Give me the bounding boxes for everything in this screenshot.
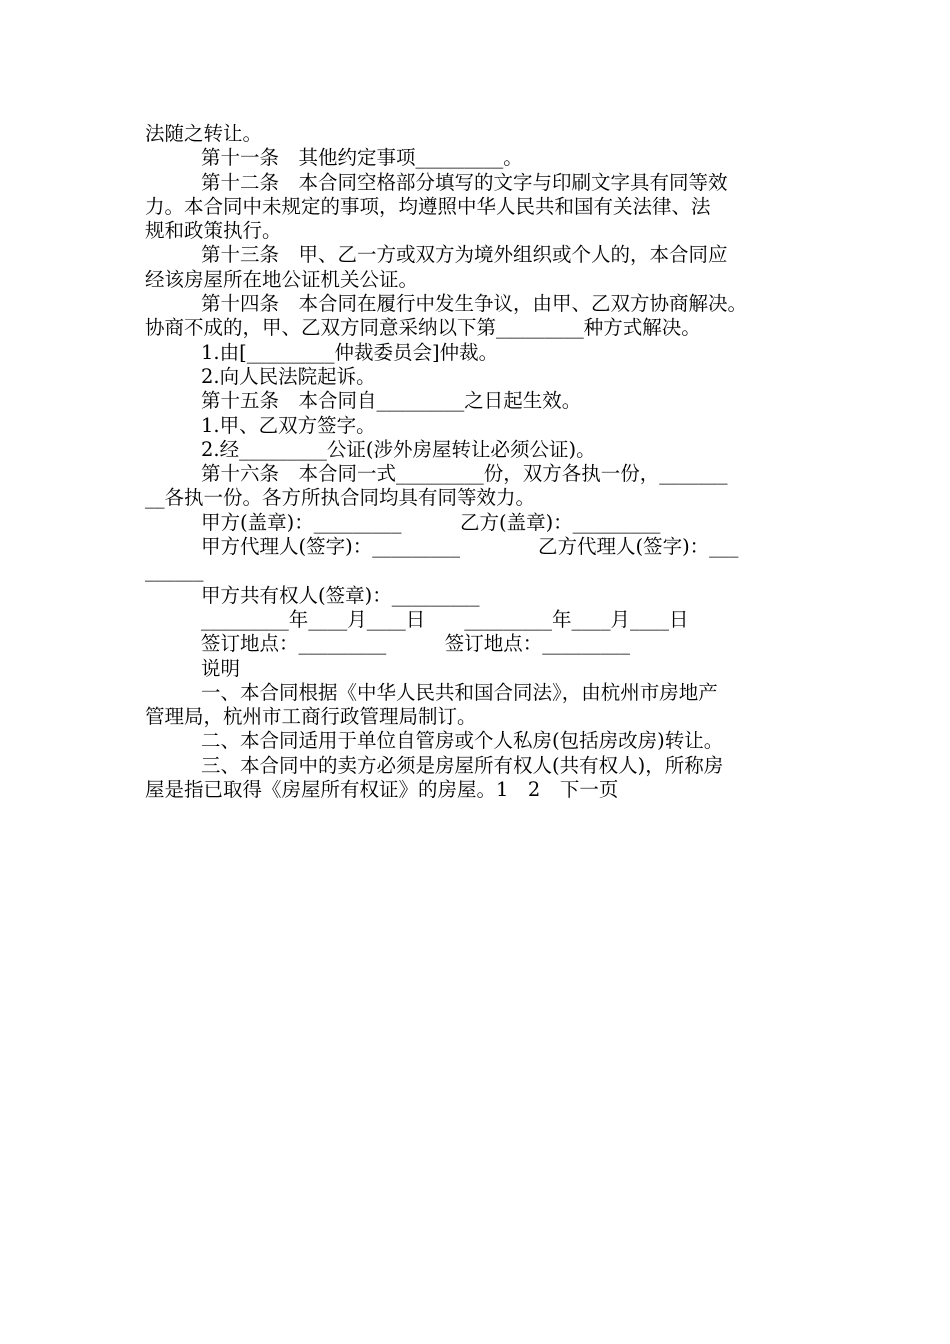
text-line: 规和政策执行。 [145, 219, 282, 243]
signature-line: 甲方共有权人(签章)：_________ [201, 583, 480, 607]
article-15: 第十五条 本合同自_________之日起生效。 [201, 389, 582, 413]
list-item: 1.甲、乙双方签字。 [201, 413, 376, 437]
date-line: _________年____月____日 _________年____月____日 [201, 607, 689, 631]
article-12: 第十二条 本合同空格部分填写的文字与印刷文字具有同等效 [201, 170, 728, 194]
note-item: 三、本合同中的卖方必须是房屋所有权人(共有权人)，所称房 [201, 753, 724, 777]
article-13: 第十三条 甲、乙一方或双方为境外组织或个人的，本合同应 [201, 243, 728, 267]
signature-line: ______ [145, 559, 204, 583]
pagination-line[interactable]: 屋是指已取得《房屋所有权证》的房屋。1 2 下一页 [145, 778, 619, 802]
note-item: 二、本合同适用于单位自管房或个人私房(包括房改房)转让。 [201, 729, 724, 753]
note-item: 一、本合同根据《中华人民共和国合同法》，由杭州市房地产 [201, 680, 718, 704]
signature-line: 甲方代理人(签字)：_________ 乙方代理人(签字)：___ [201, 535, 739, 559]
text-line: 法随之转让。 [145, 122, 263, 145]
place-line: 签订地点：_________ 签订地点：_________ [201, 632, 631, 656]
text-line: 经该房屋所在地公证机关公证。 [145, 267, 419, 291]
article-14: 第十四条 本合同在履行中发生争议，由甲、乙双方协商解决。 [201, 292, 748, 316]
list-item: 1.由[_________仲裁委员会]仲裁。 [201, 340, 499, 364]
section-heading: 说明 [201, 656, 241, 680]
text-line: __各执一份。各方所执合同均具有同等效力。 [145, 486, 536, 510]
text-line: 协商不成的，甲、乙双方同意采纳以下第_________种方式解决。 [145, 316, 701, 340]
article-16: 第十六条 本合同一式_________份，双方各执一份，_______ [201, 462, 728, 486]
text-line: 管理局，杭州市工商行政管理局制订。 [145, 705, 477, 729]
list-item: 2.经_________公证(涉外房屋转让必须公证)。 [201, 437, 596, 461]
article-11: 第十一条 其他约定事项_________。 [201, 146, 523, 170]
text-line: 力。本合同中未规定的事项，均遵照中华人民共和国有关法律、法 [145, 194, 711, 218]
list-item: 2.向人民法院起诉。 [201, 364, 376, 388]
signature-line: 甲方(盖章)：_________ 乙方(盖章)：_________ [201, 510, 661, 534]
document-body [145, 122, 810, 802]
